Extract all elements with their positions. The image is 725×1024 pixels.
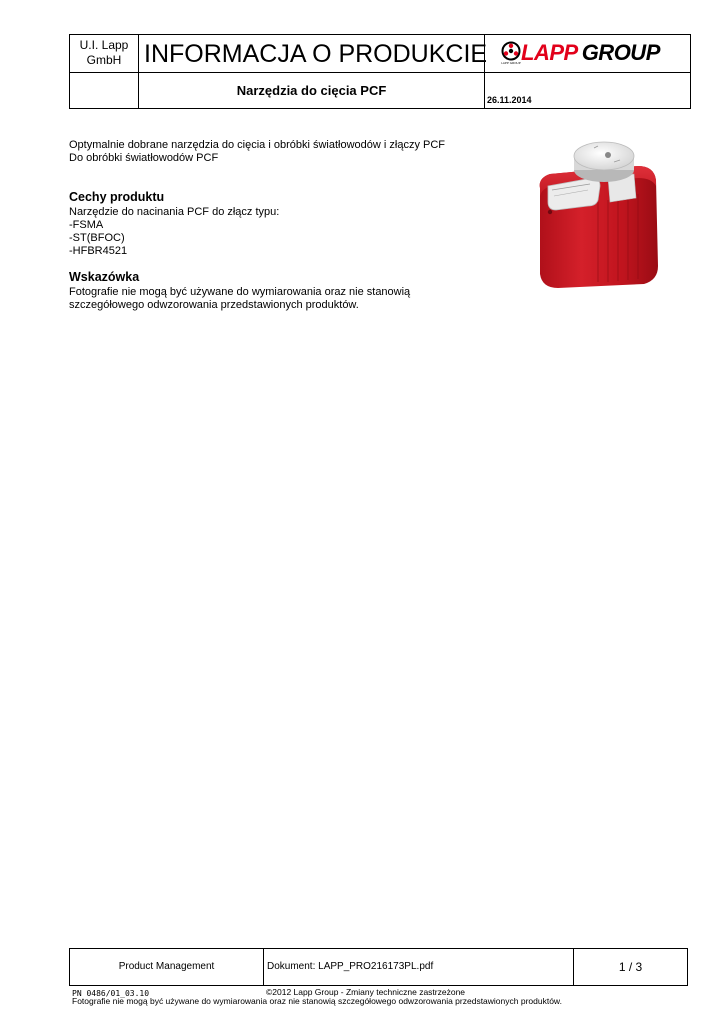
logo-group-text: GROUP: [581, 40, 660, 65]
company-name-cell: [69, 34, 139, 73]
note-line-1: Fotografie nie mogą być używane do wymiarowania oraz nie stanowią: [69, 286, 411, 298]
logo-small-text: LAPP GROUP: [501, 61, 521, 65]
footer-form-number: PN 0486/01_03.10: [72, 989, 150, 998]
footer-document-name: Dokument: LAPP_PRO216173PL.pdf: [263, 948, 574, 986]
lapp-group-logo: [501, 41, 660, 65]
document-title: INFORMACJA O PRODUKCIE: [138, 34, 485, 73]
note-heading: Wskazówka: [69, 270, 140, 284]
company-name-line2: GmbH: [86, 53, 122, 67]
header-blank-cell: [69, 72, 139, 109]
note-line-2: szczegółowego odwzorowania przedstawionych produktów.: [69, 299, 359, 311]
features-line: Narzędzie do nacinania PCF do złącz typu:: [69, 206, 280, 218]
document-date: 26.11.2014: [484, 72, 691, 109]
product-image: [528, 138, 663, 290]
intro-line-2: Do obróbki światłowodów PCF: [69, 152, 219, 164]
footer-copyright: ©2012 Lapp Group - Zmiany techniczne zastrzeżone: [266, 987, 466, 997]
features-heading: Cechy produktu: [69, 190, 165, 204]
logo-lapp-text: LAPP: [521, 40, 578, 65]
logo-cell: [484, 34, 691, 73]
features-line: -ST(BFOC): [69, 232, 125, 244]
intro-line-1: Optymalnie dobrane narzędzia do cięcia i obróbki światłowodów i złączy PCF: [69, 139, 446, 151]
footer-department: Product Management: [69, 948, 264, 986]
footer-page-number: 1 / 3: [573, 948, 688, 986]
company-name-line1: U.I. Lapp: [79, 38, 129, 52]
features-line: -HFBR4521: [69, 245, 128, 257]
lapp-reel-icon: [501, 41, 521, 65]
footer-disclaimer: Fotografie nie mogą być używane do wymiarowania oraz nie stanowią szczegółowego odwzorowania przedstawionych produktów.: [72, 996, 562, 1006]
product-subtitle: Narzędzia do cięcia PCF: [138, 72, 485, 109]
features-line: -FSMA: [69, 219, 104, 231]
